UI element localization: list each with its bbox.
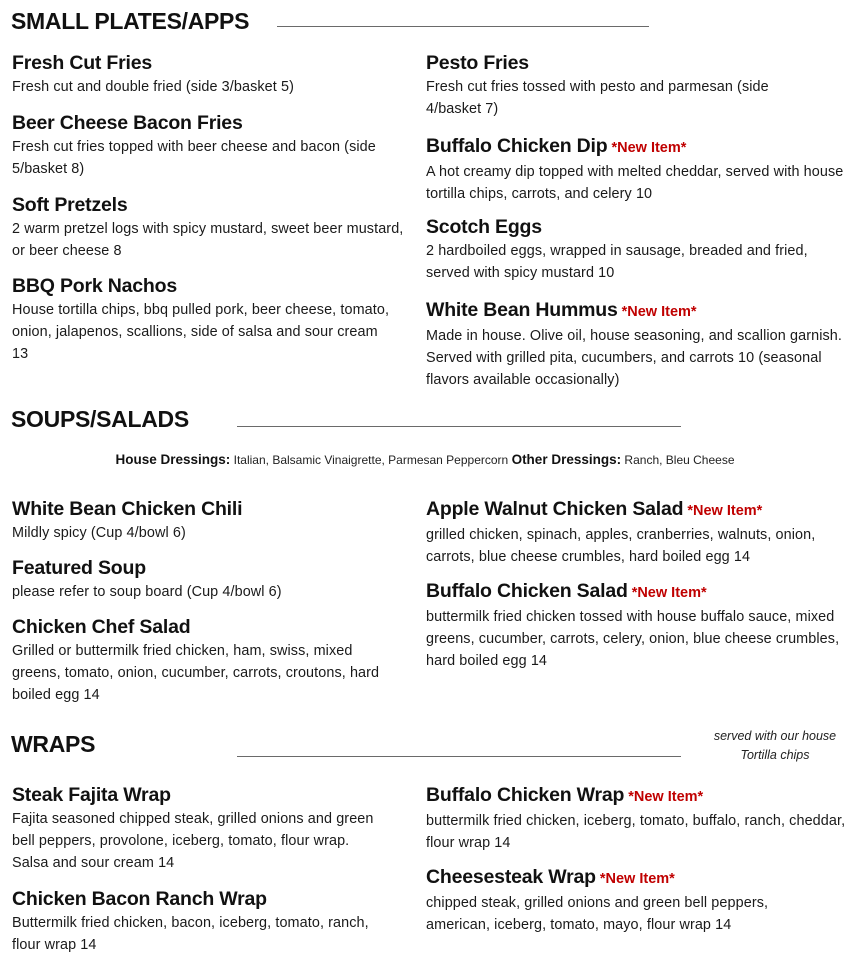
section-divider [277,26,649,27]
item-name: BBQ Pork Nachos [12,275,177,297]
menu-item [426,134,846,205]
menu-item [426,51,796,120]
menu-item [12,274,397,365]
section-title-small-plates: SMALL PLATES/APPS [11,8,250,34]
new-item-badge: *New Item* [687,503,763,519]
menu-item [12,783,387,874]
menu-item [426,579,850,672]
new-item-badge: *New Item* [621,304,697,320]
house-dressings-list: Italian, Balsamic Vinaigrette, Parmesan Peppercorn [230,453,512,467]
menu-item [12,556,412,603]
item-name [426,579,850,605]
menu-item [12,111,407,180]
item-description: 2 warm pretzel logs with spicy mustard, sweet beer mustard, or beer cheese 8 [12,221,404,259]
item-name: Chicken Bacon Ranch Wrap [12,888,267,910]
item-name-text: Buffalo Chicken Wrap [426,784,625,806]
item-name: Chicken Chef Salad [12,616,191,638]
new-item-badge: *New Item* [611,140,687,156]
item-description: please refer to soup board (Cup 4/bowl 6) [12,584,282,600]
item-description: Grilled or buttermilk fried chicken, ham, swiss, mixed greens, tomato, onion, cucumber, carrots, croutons, hard boiled egg 14 [12,643,380,703]
item-name [426,134,846,160]
item-description: 2 hardboiled eggs, wrapped in sausage, breaded and fried, served with spicy mustard 10 [426,243,808,281]
item-description: buttermilk fried chicken, iceberg, tomato, buffalo, ranch, cheddar, flour wrap 14 [426,813,846,851]
item-description: House tortilla chips, bbq pulled pork, beer cheese, tomato, onion, jalapenos, scallions, side of salsa and sour cream 13 [12,302,390,362]
wraps-note-line-1: served with our house [713,729,837,743]
menu-item [12,51,412,98]
item-name-text: Apple Walnut Chicken Salad [426,498,684,520]
item-name: Pesto Fries [426,52,529,74]
item-description: Fresh cut and double fried (side 3/basket 5) [12,79,294,95]
item-description: Mildly spicy (Cup 4/bowl 6) [12,525,186,541]
menu-item [12,193,412,262]
item-name: Beer Cheese Bacon Fries [12,112,243,134]
new-item-badge: *New Item* [628,789,704,805]
new-item-badge: *New Item* [599,871,675,887]
item-name: Steak Fajita Wrap [12,784,171,806]
item-name [426,298,850,324]
item-description: chipped steak, grilled onions and green bell peppers, american, iceberg, tomato, mayo, flour wrap 14 [426,895,769,933]
menu-item [12,615,387,706]
new-item-badge: *New Item* [631,585,707,601]
other-dressings-label: Other Dressings: [511,452,622,467]
item-description: Made in house. Olive oil, house seasoning, and scallion garnish. Served with grilled pita, cucumbers, and carrots 10 (seasonal flavors available occasionally) [426,328,842,388]
item-description: grilled chicken, spinach, apples, cranberries, walnuts, onion, carrots, blue cheese crumbles, hard boiled egg 14 [426,527,816,565]
item-name [426,783,850,809]
item-name [426,497,850,523]
menu-item [426,865,826,936]
wraps-note-line-2: Tortilla chips [740,748,810,762]
other-dressings-list: Ranch, Bleu Cheese [621,453,735,467]
menu-item [426,497,850,568]
menu-item [426,783,850,854]
item-description: Fajita seasoned chipped steak, grilled onions and green bell peppers, provolone, iceberg, tomato, flour wrap. Salsa and sour cream 14 [12,811,374,871]
menu-item [12,887,387,956]
dressings-note [0,452,850,467]
item-name: Featured Soup [12,557,146,579]
wraps-side-note [690,727,850,765]
menu-item [426,215,836,284]
section-title-wraps: WRAPS [11,731,96,757]
item-description: Fresh cut fries topped with beer cheese and bacon (side 5/basket 8) [12,139,376,177]
item-name-text: Buffalo Chicken Salad [426,580,628,602]
item-name-text: Cheesesteak Wrap [426,866,596,888]
item-description: buttermilk fried chicken tossed with house buffalo sauce, mixed greens, cucumber, carrots, celery, onion, blue cheese crumbles, hard boiled egg 14 [426,609,840,669]
house-dressings-label: House Dressings: [115,452,231,467]
menu-item [426,298,850,391]
item-description: Buttermilk fried chicken, bacon, iceberg, tomato, ranch, flour wrap 14 [12,915,369,953]
item-name [426,865,826,891]
item-name: Fresh Cut Fries [12,52,153,74]
item-description: Fresh cut fries tossed with pesto and parmesan (side 4/basket 7) [426,79,769,117]
section-title-soups-salads: SOUPS/SALADS [11,406,189,432]
item-name: Scotch Eggs [426,216,542,238]
item-name: Soft Pretzels [12,194,128,216]
item-description: A hot creamy dip topped with melted cheddar, served with house tortilla chips, carrots, and celery 10 [426,164,844,202]
item-name-text: Buffalo Chicken Dip [426,135,608,157]
item-name-text: White Bean Hummus [426,299,618,321]
menu-item [12,497,412,544]
item-name: White Bean Chicken Chili [12,498,243,520]
section-divider [237,756,681,757]
section-divider [237,426,681,427]
